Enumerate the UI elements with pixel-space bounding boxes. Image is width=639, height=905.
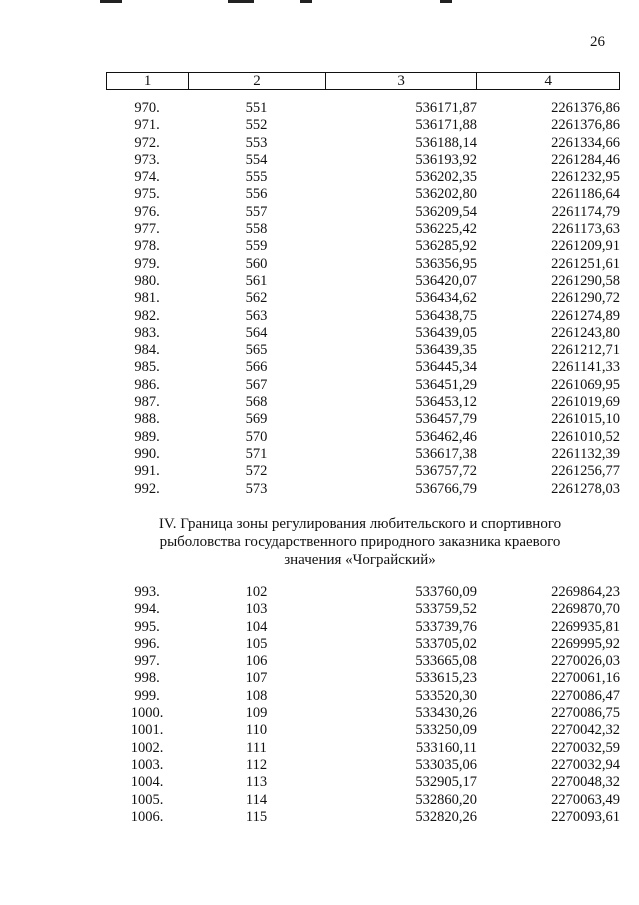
table-row	[106, 757, 620, 774]
table-row	[106, 359, 620, 376]
coord-x-cell: 536451,29	[415, 376, 477, 393]
coord-y-cell: 2270026,03	[551, 653, 620, 670]
ordinal-cell: 556	[245, 186, 268, 203]
point-number-cell: 1003.	[130, 756, 164, 773]
ordinal-cell: 111	[246, 739, 267, 756]
coord-x-cell: 536202,35	[415, 169, 477, 186]
coord-y-cell: 2261256,77	[551, 463, 620, 480]
coord-x-cell: 533035,06	[415, 756, 477, 773]
coord-x-cell: 536356,95	[415, 255, 477, 272]
coord-y-cell: 2261376,86	[551, 100, 620, 116]
table-row	[106, 670, 620, 687]
table-row	[106, 619, 620, 636]
ordinal-cell: 115	[245, 808, 268, 825]
coord-y-cell: 2261278,03	[551, 480, 620, 497]
coord-y-cell: 2269864,23	[551, 584, 620, 600]
table-row	[106, 152, 620, 169]
table-row	[106, 394, 620, 411]
coord-x-cell: 536457,79	[415, 411, 477, 428]
coord-x-cell: 536188,14	[415, 134, 477, 151]
ordinal-cell: 559	[245, 238, 268, 255]
point-number-cell: 983.	[134, 324, 160, 341]
coord-y-cell: 2261284,46	[551, 151, 620, 168]
coord-y-cell: 2261186,64	[551, 186, 620, 203]
table-row	[106, 186, 620, 203]
point-number-cell: 981.	[134, 290, 160, 307]
table-row	[106, 740, 620, 757]
ordinal-cell: 103	[245, 601, 268, 618]
coord-x-cell: 536209,54	[415, 203, 477, 220]
table-row	[106, 809, 620, 826]
ordinal-cell: 571	[245, 445, 268, 462]
point-number-cell: 987.	[134, 394, 160, 411]
coord-y-cell: 2270086,47	[551, 687, 620, 704]
point-number-cell: 979.	[134, 255, 160, 272]
ordinal-cell: 560	[245, 255, 268, 272]
point-number-cell: 995.	[134, 618, 160, 635]
table-row	[106, 290, 620, 307]
table-row	[106, 429, 620, 446]
table-row	[106, 584, 620, 601]
coord-x-cell: 536202,80	[415, 186, 477, 203]
ordinal-cell: 573	[245, 480, 268, 497]
top-edge-marks	[0, 0, 639, 6]
coord-x-cell: 533760,09	[415, 584, 477, 600]
column-header-table	[106, 72, 620, 90]
coord-y-cell: 2270048,32	[551, 774, 620, 791]
point-number-cell: 996.	[134, 635, 160, 652]
coord-x-cell: 533665,08	[415, 653, 477, 670]
point-number-cell: 974.	[134, 169, 160, 186]
section-title: IV. Граница зоны регулирования любительского и спортивного рыболовства государственного природного заказника краевого значения «Чограйский»	[158, 516, 562, 568]
coord-x-cell: 536438,75	[415, 307, 477, 324]
coord-y-cell: 2261274,89	[551, 307, 620, 324]
table-row	[106, 722, 620, 739]
coord-y-cell: 2261212,71	[551, 342, 620, 359]
table-row	[106, 273, 620, 290]
coord-x-cell: 532905,17	[415, 774, 477, 791]
ordinal-cell: 561	[245, 272, 268, 289]
coord-y-cell: 2270061,16	[551, 670, 620, 687]
table-row	[106, 169, 620, 186]
coord-y-cell: 2261174,79	[551, 203, 620, 220]
point-number-cell: 975.	[134, 186, 160, 203]
coord-x-cell: 536225,42	[415, 221, 477, 238]
ordinal-cell: 568	[245, 394, 268, 411]
coord-y-cell: 2269995,92	[551, 635, 620, 652]
point-number-cell: 978.	[134, 238, 160, 255]
ordinal-cell: 112	[245, 756, 268, 773]
ordinal-cell: 104	[245, 618, 268, 635]
ordinal-cell: 565	[245, 342, 268, 359]
coord-x-cell: 536434,62	[415, 290, 477, 307]
header-col-3: 3	[325, 73, 477, 90]
table-row	[106, 636, 620, 653]
point-number-cell: 1000.	[130, 705, 164, 722]
coord-x-cell: 536171,87	[415, 100, 477, 116]
coord-x-cell: 536420,07	[415, 272, 477, 289]
point-number-cell: 973.	[134, 151, 160, 168]
coord-y-cell: 2270042,32	[551, 722, 620, 739]
ordinal-cell: 563	[245, 307, 268, 324]
table-row	[106, 325, 620, 342]
coord-y-cell: 2270032,94	[551, 756, 620, 773]
coord-y-cell: 2261290,58	[551, 272, 620, 289]
ordinal-cell: 551	[245, 100, 268, 116]
point-number-cell: 986.	[134, 376, 160, 393]
point-number-cell: 985.	[134, 359, 160, 376]
coord-y-cell: 2261141,33	[551, 359, 620, 376]
table-row	[106, 204, 620, 221]
coord-x-cell: 536439,05	[415, 324, 477, 341]
table-row	[106, 100, 620, 117]
table-row	[106, 342, 620, 359]
point-number-cell: 984.	[134, 342, 160, 359]
coord-y-cell: 2261290,72	[551, 290, 620, 307]
coord-x-cell: 536285,92	[415, 238, 477, 255]
table-row	[106, 221, 620, 238]
coord-x-cell: 536453,12	[415, 394, 477, 411]
coord-x-cell: 533430,26	[415, 705, 477, 722]
ordinal-cell: 564	[245, 324, 268, 341]
point-number-cell: 992.	[134, 480, 160, 497]
coord-y-cell: 2261069,95	[551, 376, 620, 393]
coord-x-cell: 533160,11	[415, 739, 477, 756]
coordinates-table-2	[106, 584, 620, 826]
table-row	[106, 481, 620, 498]
point-number-cell: 1004.	[130, 774, 164, 791]
ordinal-cell: 567	[245, 376, 268, 393]
point-number-cell: 972.	[134, 134, 160, 151]
ordinal-cell: 569	[245, 411, 268, 428]
coord-y-cell: 2270093,61	[551, 808, 620, 825]
table-row	[106, 792, 620, 809]
ordinal-cell: 566	[245, 359, 268, 376]
coord-x-cell: 536171,88	[415, 117, 477, 134]
ordinal-cell: 554	[245, 151, 268, 168]
ordinal-cell: 557	[245, 203, 268, 220]
ordinal-cell: 558	[245, 221, 268, 238]
coord-y-cell: 2261251,61	[551, 255, 620, 272]
header-col-4: 4	[477, 73, 620, 90]
coord-x-cell: 536462,46	[415, 428, 477, 445]
table-row	[106, 774, 620, 791]
coord-x-cell: 532860,20	[415, 791, 477, 808]
table-row	[106, 238, 620, 255]
coord-x-cell: 533520,30	[415, 687, 477, 704]
table-row	[106, 653, 620, 670]
point-number-cell: 1006.	[130, 808, 164, 825]
ordinal-cell: 114	[245, 791, 268, 808]
ordinal-cell: 113	[245, 774, 268, 791]
point-number-cell: 982.	[134, 307, 160, 324]
table-row	[106, 117, 620, 134]
table-row	[106, 256, 620, 273]
point-number-cell: 980.	[134, 272, 160, 289]
point-number-cell: 994.	[134, 601, 160, 618]
coordinates-table-1	[106, 100, 620, 498]
ordinal-cell: 110	[245, 722, 268, 739]
ordinal-cell: 102	[245, 584, 268, 600]
point-number-cell: 976.	[134, 203, 160, 220]
coord-x-cell: 536193,92	[415, 151, 477, 168]
coord-y-cell: 2261173,63	[551, 221, 620, 238]
coord-y-cell: 2261209,91	[551, 238, 620, 255]
coord-y-cell: 2270032,59	[551, 739, 620, 756]
ordinal-cell: 572	[245, 463, 268, 480]
ordinal-cell: 107	[245, 670, 268, 687]
coord-x-cell: 533250,09	[415, 722, 477, 739]
coord-x-cell: 536439,35	[415, 342, 477, 359]
point-number-cell: 1002.	[130, 739, 164, 756]
table-row	[106, 446, 620, 463]
coord-x-cell: 533739,76	[415, 618, 477, 635]
header-col-2: 2	[189, 73, 326, 90]
table-row	[106, 135, 620, 152]
point-number-cell: 999.	[134, 687, 160, 704]
point-number-cell: 988.	[134, 411, 160, 428]
point-number-cell: 1005.	[130, 791, 164, 808]
coord-x-cell: 536617,38	[415, 445, 477, 462]
coord-x-cell: 533615,23	[415, 670, 477, 687]
table-row	[106, 601, 620, 618]
table-row	[106, 308, 620, 325]
table-row	[106, 705, 620, 722]
coord-y-cell: 2261243,80	[551, 324, 620, 341]
ordinal-cell: 105	[245, 635, 268, 652]
coord-y-cell: 2269935,81	[551, 618, 620, 635]
ordinal-cell: 570	[245, 428, 268, 445]
ordinal-cell: 555	[245, 169, 268, 186]
point-number-cell: 971.	[134, 117, 160, 134]
coord-y-cell: 2261132,39	[551, 445, 620, 462]
coord-x-cell: 533759,52	[415, 601, 477, 618]
coord-y-cell: 2270086,75	[551, 705, 620, 722]
point-number-cell: 998.	[134, 670, 160, 687]
point-number-cell: 1001.	[130, 722, 164, 739]
coord-y-cell: 2261232,95	[551, 169, 620, 186]
point-number-cell: 977.	[134, 221, 160, 238]
table-row	[106, 688, 620, 705]
coord-y-cell: 2261015,10	[551, 411, 620, 428]
coord-y-cell: 2261376,86	[551, 117, 620, 134]
coord-y-cell: 2261010,52	[551, 428, 620, 445]
coord-y-cell: 2261334,66	[551, 134, 620, 151]
ordinal-cell: 108	[245, 687, 268, 704]
ordinal-cell: 553	[245, 134, 268, 151]
coord-y-cell: 2270063,49	[551, 791, 620, 808]
ordinal-cell: 109	[245, 705, 268, 722]
coord-y-cell: 2261019,69	[551, 394, 620, 411]
page-number: 26	[590, 34, 605, 50]
coord-x-cell: 536766,79	[415, 480, 477, 497]
point-number-cell: 970.	[134, 100, 160, 116]
point-number-cell: 991.	[134, 463, 160, 480]
coord-x-cell: 536757,72	[415, 463, 477, 480]
header-col-1: 1	[107, 73, 189, 90]
ordinal-cell: 552	[245, 117, 268, 134]
ordinal-cell: 562	[245, 290, 268, 307]
table-row	[106, 463, 620, 480]
point-number-cell: 990.	[134, 445, 160, 462]
point-number-cell: 997.	[134, 653, 160, 670]
header-row	[107, 73, 620, 90]
point-number-cell: 989.	[134, 428, 160, 445]
coord-x-cell: 532820,26	[415, 808, 477, 825]
coord-x-cell: 536445,34	[415, 359, 477, 376]
table-row	[106, 411, 620, 428]
point-number-cell: 993.	[134, 584, 160, 600]
coord-y-cell: 2269870,70	[551, 601, 620, 618]
coord-x-cell: 533705,02	[415, 635, 477, 652]
table-row	[106, 377, 620, 394]
ordinal-cell: 106	[245, 653, 268, 670]
